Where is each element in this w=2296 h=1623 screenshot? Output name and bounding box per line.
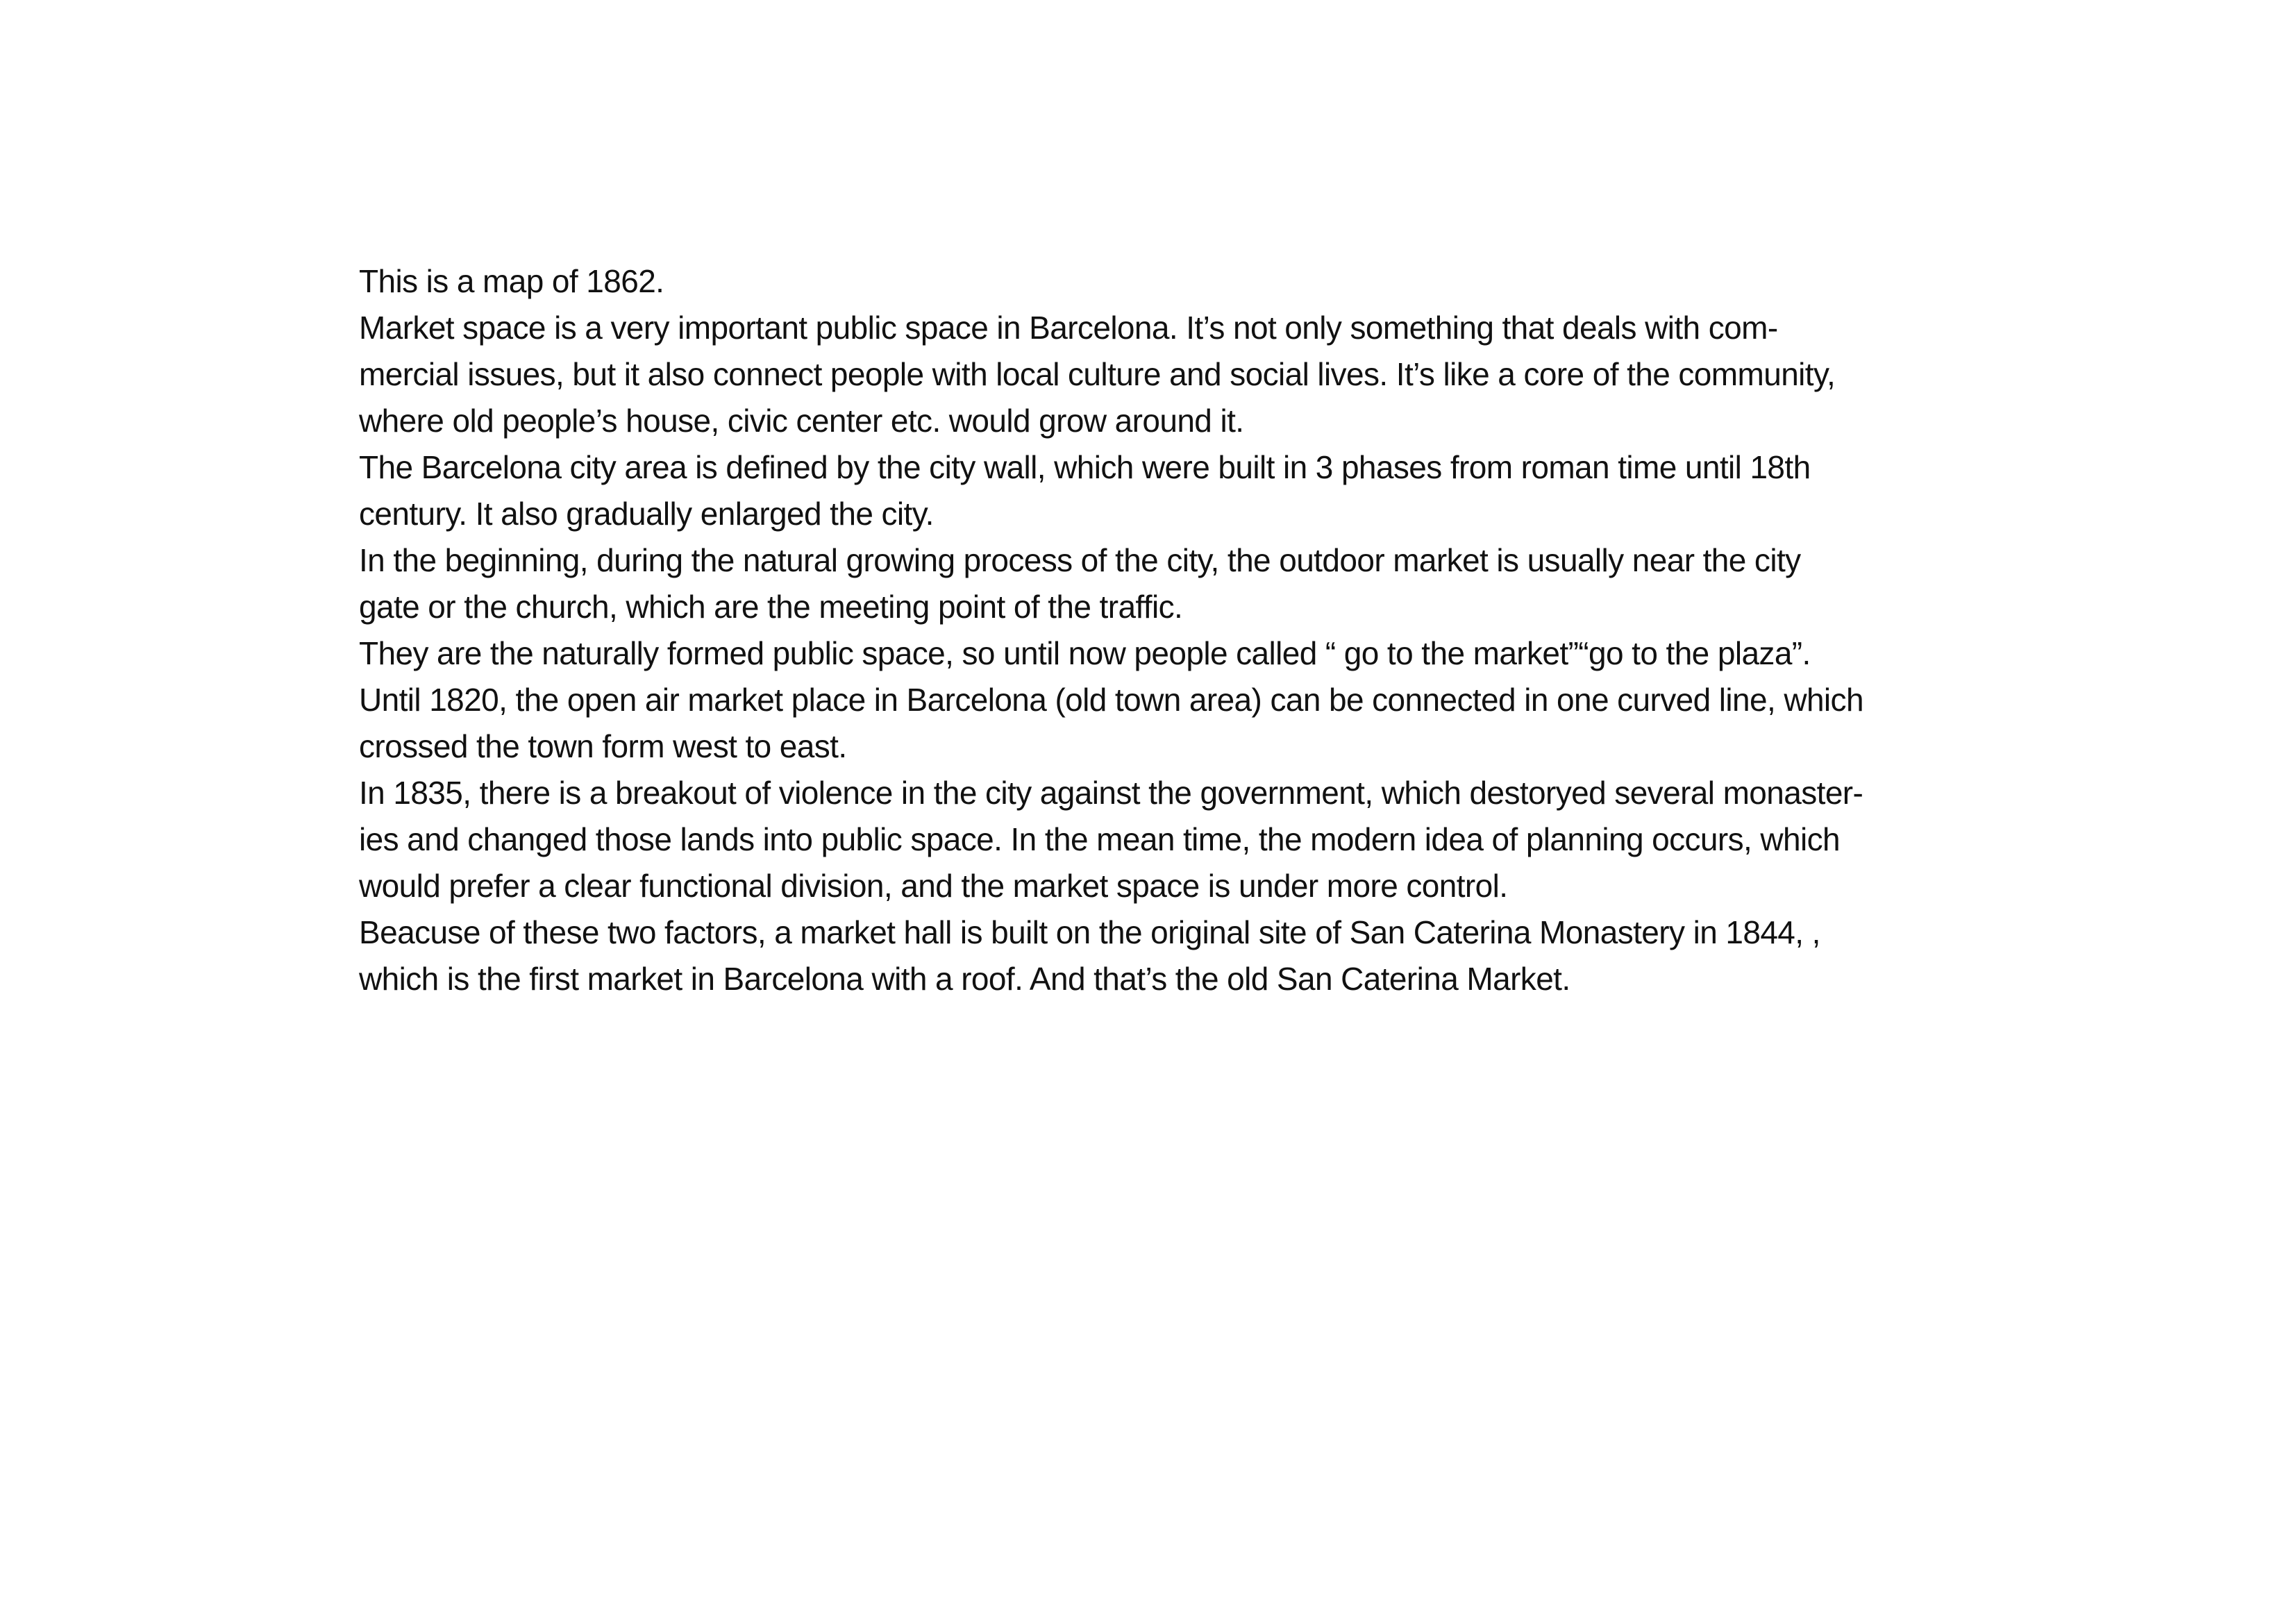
text-line: This is a map of 1862. [359,263,664,299]
text-line: which is the first market in Barcelona with a roof. And that’s the old San Caterina Market. [359,961,1570,997]
text-line: In 1835, there is a breakout of violence in the city against the government, which destoryed several monaster- [359,775,1863,811]
text-line: They are the naturally formed public space, so until now people called “ go to the market”“go to the plaza”. [359,635,1811,671]
text-line: The Barcelona city area is defined by the city wall, which were built in 3 phases from roman time until 18th [359,449,1811,485]
text-line: would prefer a clear functional division, and the market space is under more control. [359,868,1508,904]
body-text [359,258,1970,1002]
text-line: crossed the town form west to east. [359,728,847,764]
text-line: ies and changed those lands into public space. In the mean time, the modern idea of planning occurs, which [359,821,1840,857]
text-line: mercial issues, but it also connect people with local culture and social lives. It’s like a core of the community, [359,356,1836,392]
text-line: gate or the church, which are the meeting point of the traffic. [359,589,1183,625]
text-line: century. It also gradually enlarged the city. [359,496,934,532]
text-line: In the beginning, during the natural growing process of the city, the outdoor market is usually near the city [359,542,1801,578]
text-line: Beacuse of these two factors, a market hall is built on the original site of San Caterina Monastery in 1844, , [359,914,1820,950]
text-line: where old people’s house, civic center etc. would grow around it. [359,403,1244,439]
text-line: Until 1820, the open air market place in Barcelona (old town area) can be connected in one curved line, which [359,682,1863,718]
text-line: Market space is a very important public space in Barcelona. It’s not only something that deals with com- [359,310,1778,346]
